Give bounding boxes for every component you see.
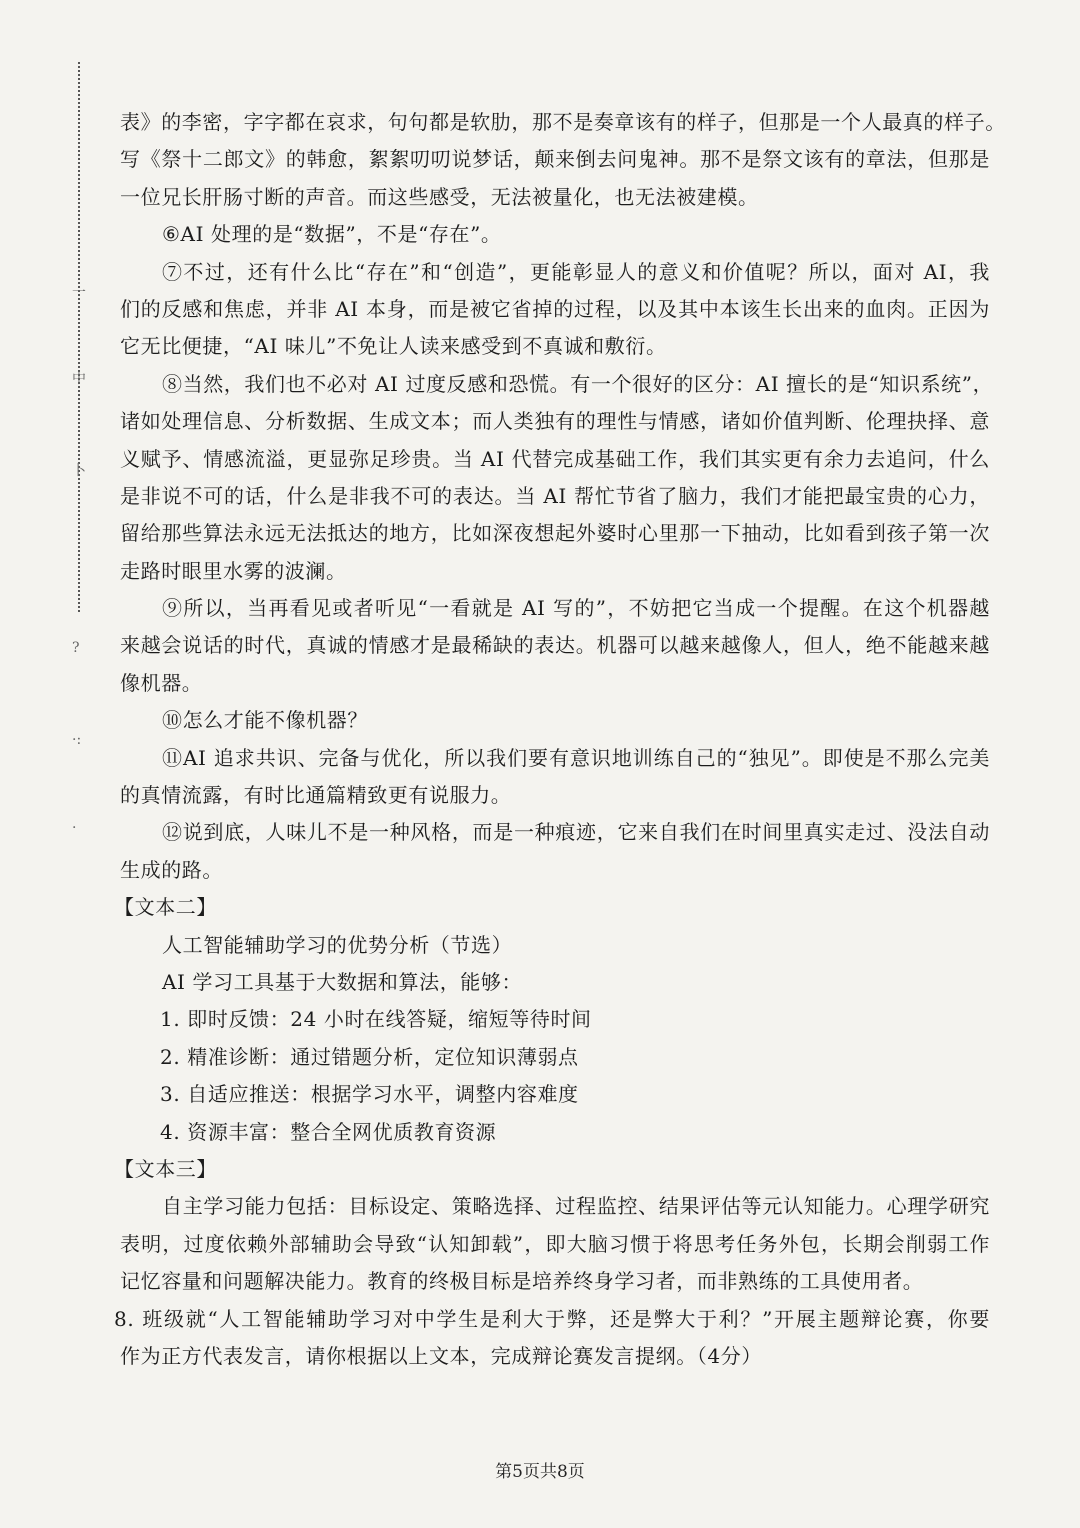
binding-dotted-line — [78, 62, 80, 612]
list-item: 1. 即时反馈：24 小时在线答疑，缩短等待时间 — [160, 1007, 592, 1032]
paragraph-line: 自主学习能力包括：目标设定、策略选择、过程监控、结果评估等元认知能力。心理学研究 — [162, 1194, 990, 1219]
paragraph-line: 是非说不可的话，什么是非我不可的表达。当 AI 帮忙节省了脑力，我们才能把最宝贵的心力， — [120, 483, 990, 508]
paragraph-line: 义赋予、情感流溢，更显弥足珍贵。当 AI 代替完成基础工作，我们其实更有余力去追问，什么 — [120, 446, 990, 471]
margin-mark: ? — [72, 640, 80, 656]
margin-mark: · — [72, 820, 77, 836]
paragraph-line: 生成的路。 — [120, 857, 223, 882]
paragraph-6: ⑥AI 处理的是“数据”，不是“存在”。 — [162, 222, 502, 247]
text2-intro: AI 学习工具基于大数据和算法，能够： — [162, 969, 523, 994]
list-item: 4. 资源丰富：整合全网优质教育资源 — [160, 1119, 497, 1144]
paragraph-line: 记忆容量和问题解决能力。教育的终极目标是培养终身学习者，而非熟练的工具使用者。 — [120, 1269, 924, 1294]
text2-heading: 【文本二】 — [114, 895, 217, 920]
margin-mark: 卜 — [72, 463, 86, 479]
paragraph-line: 诸如处理信息、分析数据、生成文本；而人类独有的理性与情感，诸如价值判断、伦理抉择、意 — [120, 409, 990, 434]
text1-body — [114, 104, 1006, 1375]
margin-mark: 一 — [72, 285, 86, 301]
paragraph-11: ⑪AI 追求共识、完备与优化，所以我们要有意识地训练自己的“独见”。即使是不那么完美 — [162, 745, 990, 770]
paragraph-9: ⑨所以，当再看见或者听见“一看就是 AI 写的”，不妨把它当成一个提醒。在这个机器越 — [162, 596, 990, 621]
list-item: 2. 精准诊断：通过错题分析，定位知识薄弱点 — [160, 1044, 579, 1069]
paragraph-line: 走路时眼里水雾的波澜。 — [120, 558, 347, 583]
paragraph-10: ⑩怎么才能不像机器？ — [162, 708, 368, 733]
paragraph-line: 像机器。 — [120, 670, 203, 695]
paragraph-line: 的真情流露，有时比通篇精致更有说服力。 — [120, 783, 512, 808]
text2-title: 人工智能辅助学习的优势分析（节选） — [162, 932, 513, 957]
page-number-footer: 第5页共8页 — [495, 1462, 585, 1482]
paragraph-line: 一位兄长肝肠寸断的声音。而这些感受，无法被量化，也无法被建模。 — [120, 184, 759, 209]
paragraph-7: ⑦不过，还有什么比“存在”和“创造”，更能彰显人的意义和价值呢？所以，面对 AI，我 — [162, 259, 990, 284]
paragraph-line: 它无比便捷，“AI 味儿”不免让人读来感受到不真诚和敷衍。 — [120, 334, 667, 359]
question-8: 8. 班级就“人工智能辅助学习对中学生是利大于弊，还是弊大于利？”开展主题辩论赛，你要 — [114, 1306, 990, 1331]
question-8-cont: 作为正方代表发言，请你根据以上文本，完成辩论赛发言提纲。（4分） — [120, 1343, 762, 1368]
paragraph-line: 表》的李密，字字都在哀求，句句都是软肋，那不是奏章该有的样子，但那是一个人最真的样子。 — [120, 110, 1006, 134]
paragraph-line: 们的反感和焦虑，并非 AI 本身，而是被它省掉的过程，以及其中本该生长出来的血肉。正因为 — [120, 296, 990, 321]
list-item: 3. 自适应推送：根据学习水平，调整内容难度 — [160, 1082, 579, 1107]
margin-mark: 中 — [72, 371, 86, 387]
paragraph-line: 表明，过度依赖外部辅助会导致“认知卸载”，即大脑习惯于将思考任务外包，长期会削弱工作 — [120, 1231, 990, 1256]
paragraph-line: 写《祭十二郎文》的韩愈，絮絮叨叨说梦话，颠来倒去问鬼神。那不是祭文该有的章法，但那是 — [120, 147, 990, 172]
paragraph-8: ⑧当然，我们也不必对 AI 过度反感和恐慌。有一个很好的区分：AI 擅长的是“知识系统”， — [162, 371, 994, 396]
paragraph-12: ⑫说到底，人味儿不是一种风格，而是一种痕迹，它来自我们在时间里真实走过、没法自动 — [162, 820, 990, 845]
paragraph-line: 来越会说话的时代，真诚的情感才是最稀缺的表达。机器可以越来越像人，但人，绝不能越来越 — [120, 633, 990, 658]
margin-mark: ·: — [72, 732, 82, 748]
paragraph-line: 留给那些算法永远无法抵达的地方，比如深夜想起外婆时心里那一下抽动，比如看到孩子第一次 — [120, 521, 990, 546]
text3-heading: 【文本三】 — [114, 1156, 217, 1181]
